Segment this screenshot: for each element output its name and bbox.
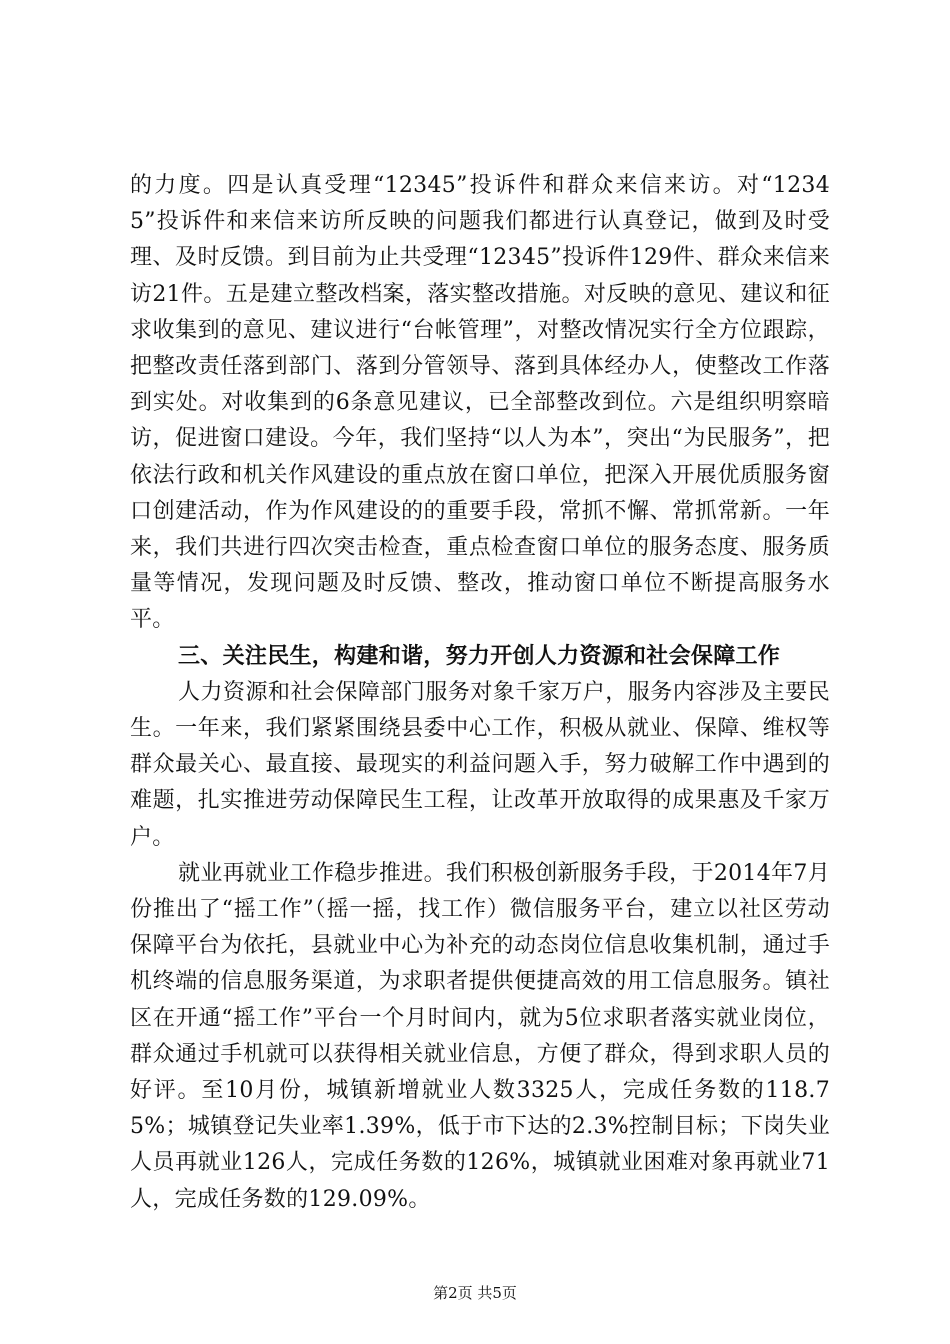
paragraph-employment: 就业再就业工作稳步推进。我们积极创新服务手段，于2014年7月份推出了“摇工作”（摇一摇，找工作）微信服务平台，建立以社区劳动保障平台为依托，县就业中心为补充的动态岗位信息收集机制，通过手机终端的信息服务渠道，为求职者提供便捷高效的用工信息服务。镇社区在开通“摇工作”平台一个月时间内，就为5位求职者落实就业岗位，群众通过手机就可以获得相关就业信息，方便了群众，得到求职人员的好评。至10月份，城镇新增就业人数3325人，完成任务数的118.75%；城镇登记失业率1.39%，低于市下达的2.3%控制目标；下岗失业人员再就业126人，完成任务数的126%，城镇就业困难对象再就业71人，完成任务数的129.09%。 — [130, 860, 830, 1212]
paragraph-continuation: 的力度。四是认真受理“12345”投诉件和群众来信来访。对“12345”投诉件和来信来访所反映的问题我们都进行认真登记，做到及时受理、及时反馈。到目前为止共受理“12345”投诉件129件、群众来信来访21件。五是建立整改档案，落实整改措施。对反映的意见、建议和征求收集到的意见、建议进行“台帐管理”，对整改情况实行全方位跟踪，把整改责任落到部门、落到分管领导、落到具体经办人，使整改工作落到实处。对收集到的6条意见建议，已全部整改到位。六是组织明察暗访，促进窗口建设。今年，我们坚持“以人为本”，突出“为民服务”，把依法行政和机关作风建设的重点放在窗口单位，把深入开展优质服务窗口创建活动，作为作风建设的的重要手段，常抓不懈、常抓常新。一年来，我们共进行四次突击检查，重点检查窗口单位的服务态度、服务质量等情况，发现问题及时反馈、整改，推动窗口单位不断提高服务水平。 — [130, 173, 830, 633]
page-footer: 第2页 共5页 — [433, 1284, 517, 1302]
paragraph-intro: 人力资源和社会保障部门服务对象千家万户，服务内容涉及主要民生。一年来，我们紧紧围绕县委中心工作，积极从就业、保障、维权等群众最关心、最直接、最现实的利益问题入手，努力破解工作中遇到的难题，扎实推进劳动保障民生工程，让改革开放取得的成果惠及千家万户。 — [130, 679, 830, 850]
document-body — [130, 168, 830, 1218]
section-heading: 三、关注民生，构建和谐，努力开创人力资源和社会保障工作 — [178, 643, 781, 669]
